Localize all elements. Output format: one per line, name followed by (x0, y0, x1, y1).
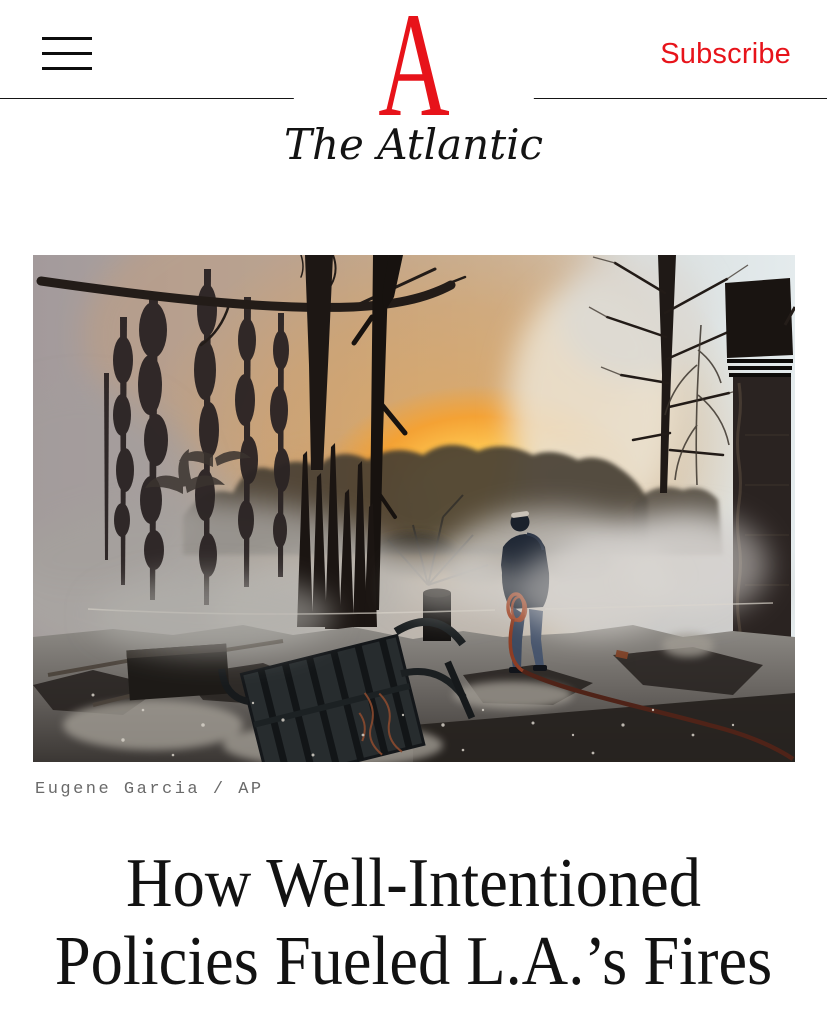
hero-photo-illustration (33, 255, 795, 762)
atlantic-wordmark: The Atlantic (283, 120, 544, 169)
hamburger-icon (42, 37, 92, 40)
hero-image (33, 255, 795, 762)
article-headline (0, 845, 827, 1001)
atlantic-a-logo: A (377, 0, 450, 148)
headline-line-2: Policies Fueled L.A.’s Fires (54, 923, 773, 1000)
image-credit: Eugene Garcia / AP (35, 780, 264, 799)
menu-button[interactable] (42, 36, 92, 70)
subscribe-link[interactable]: Subscribe (660, 38, 791, 70)
headline-line-1: How Well-Intentioned (126, 845, 701, 922)
